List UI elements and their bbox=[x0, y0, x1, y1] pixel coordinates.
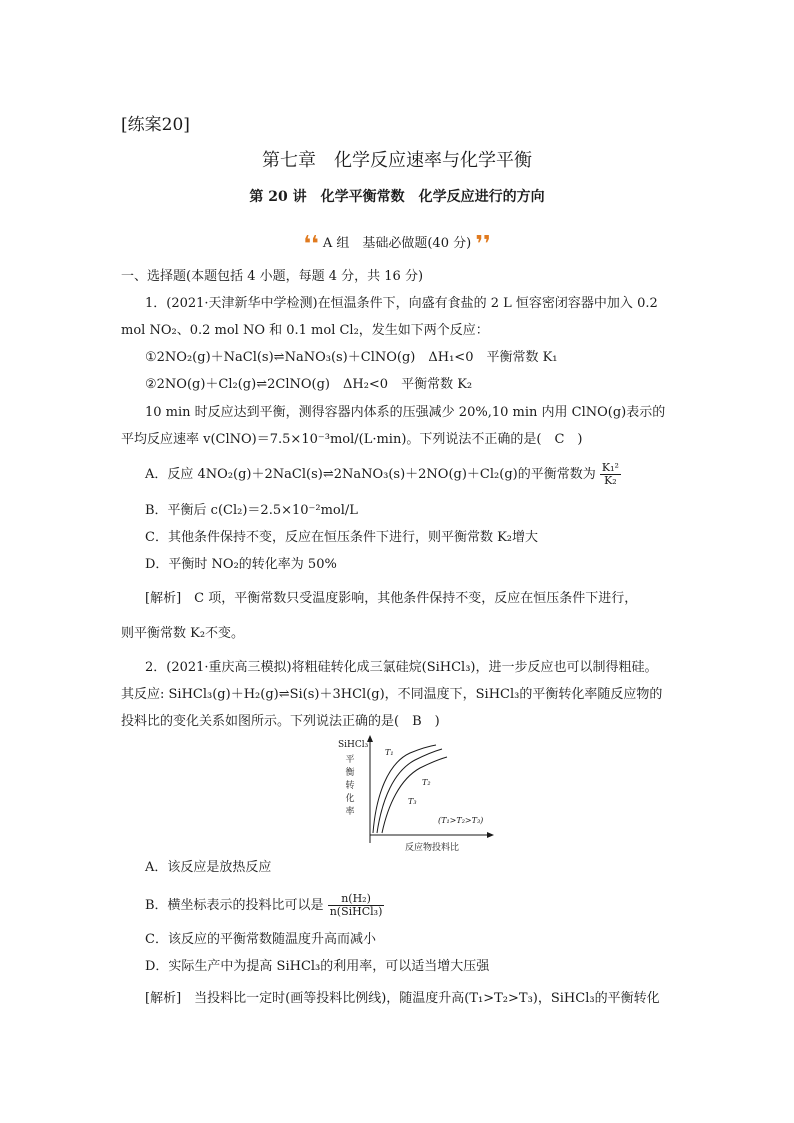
q2-option-b-denominator: n(SiHCl₃) bbox=[329, 905, 383, 918]
q1-analysis-line2: 则平衡常数 K₂不变。 bbox=[121, 626, 245, 641]
open-quote-icon: ❛❛ bbox=[303, 232, 319, 257]
q1-option-a-denominator: K₂ bbox=[604, 474, 617, 487]
q1-option-a bbox=[145, 462, 621, 487]
q2-option-b-fraction bbox=[328, 893, 385, 918]
q1-equation-2: ②2NO(g)＋Cl₂(g)⇌2ClNO(g) ΔH₂<0 平衡常数 K₂ bbox=[145, 377, 473, 392]
q2-stem-line2: 其反应: SiHCl₃(g)＋H₂(g)⇌Si(s)＋3HCl(g)，不同温度下，SiHCl₃的平衡转化率随反应物的 bbox=[121, 687, 663, 702]
exercise-tag: [练案20] bbox=[121, 115, 190, 135]
q1-option-a-fraction bbox=[600, 462, 621, 487]
q1-option-a-numerator: K₁² bbox=[601, 461, 619, 474]
curve-t2 bbox=[377, 749, 442, 833]
x-axis-arrow-icon bbox=[487, 832, 494, 838]
y-label-char-4: 化 bbox=[345, 794, 355, 804]
q1-stem-line1: 1．(2021·天津新华中学检测)在恒温条件下，向盛有食盐的 2 L 恒容密闭容器中加入 0.2 bbox=[145, 296, 658, 311]
chapter-title: 第七章 化学反应速率与化学平衡 bbox=[262, 150, 532, 171]
series-label-t2: T₂ bbox=[422, 778, 431, 787]
y-label-top: SiHCl₃ bbox=[338, 740, 369, 750]
lecture-title: 第 20 讲 化学平衡常数 化学反应进行的方向 bbox=[249, 189, 545, 205]
group-title: A 组 基础必做题(40 分) bbox=[322, 236, 472, 251]
q1-equation-1: ①2NO₂(g)＋NaCl(s)⇌NaNO₃(s)＋ClNO(g) ΔH₁<0 平衡常数 K₁ bbox=[145, 350, 558, 365]
q1-option-b: B．平衡后 c(Cl₂)＝2.5×10⁻²mol/L bbox=[145, 503, 358, 518]
q2-option-b-numerator: n(H₂) bbox=[328, 893, 385, 906]
q1-option-c: C．其他条件保持不变，反应在恒压条件下进行，则平衡常数 K₂增大 bbox=[145, 530, 539, 545]
q1-analysis-line1: [解析] C 项，平衡常数只受温度影响，其他条件保持不变，反应在恒压条件下进行， bbox=[145, 591, 638, 606]
q2-option-c: C．该反应的平衡常数随温度升高而减小 bbox=[145, 932, 376, 947]
curve-t1 bbox=[373, 745, 436, 833]
q2-option-a: A．该反应是放热反应 bbox=[145, 860, 272, 875]
q2-option-b-text: B．横坐标表示的投料比可以是 bbox=[145, 898, 324, 913]
close-quote-icon: ❜❜ bbox=[475, 232, 491, 257]
x-axis-label: 反应物投料比 bbox=[404, 843, 460, 853]
q2-stem-line3: 投料比的变化关系如图所示。下列说法正确的是( B ) bbox=[121, 714, 440, 729]
section-heading: 一、选择题(本题包括 4 小题，每题 4 分，共 16 分) bbox=[121, 269, 424, 284]
q1-stem-line4: 平均反应速率 v(ClNO)＝7.5×10⁻³mol/(L·min)。下列说法不正确的是( C ) bbox=[121, 432, 583, 447]
q1-option-a-text: A．反应 4NO₂(g)＋2NaCl(s)⇌2NaNO₃(s)＋2NO(g)＋Cl₂(g)的平衡常数为 bbox=[145, 467, 596, 482]
q2-option-d: D．实际生产中为提高 SiHCl₃的利用率，可以适当增大压强 bbox=[145, 959, 490, 974]
q2-analysis: [解析] 当投料比一定时(画等投料比例线)，随温度升高(T₁>T₂>T₃)，SiHCl₃的平衡转化 bbox=[145, 991, 660, 1006]
y-label-char-2: 衡 bbox=[345, 768, 355, 778]
y-label-char-1: 平 bbox=[345, 755, 355, 765]
series-label-t3: T₃ bbox=[408, 797, 417, 806]
q1-stem-line3: 10 min 时反应达到平衡，测得容器内体系的压强减少 20%,10 min 内用 ClNO(g)表示的 bbox=[145, 405, 666, 420]
series-label-t1: T₁ bbox=[385, 748, 394, 757]
conversion-chart bbox=[330, 735, 500, 855]
chart-note: (T₁>T₂>T₃) bbox=[438, 816, 484, 825]
y-label-char-3: 转 bbox=[345, 781, 355, 791]
y-label-char-5: 率 bbox=[345, 807, 355, 817]
q2-option-b bbox=[145, 893, 384, 918]
q1-stem-line2: mol NO₂、0.2 mol NO 和 0.1 mol Cl₂，发生如下两个反应： bbox=[121, 323, 489, 338]
q2-stem-line1: 2．(2021·重庆高三模拟)将粗硅转化成三氯硅烷(SiHCl₃)，进一步反应也可以制得粗硅。 bbox=[145, 660, 658, 675]
q1-option-d: D．平衡时 NO₂的转化率为 50% bbox=[145, 557, 337, 572]
group-heading bbox=[0, 232, 794, 257]
